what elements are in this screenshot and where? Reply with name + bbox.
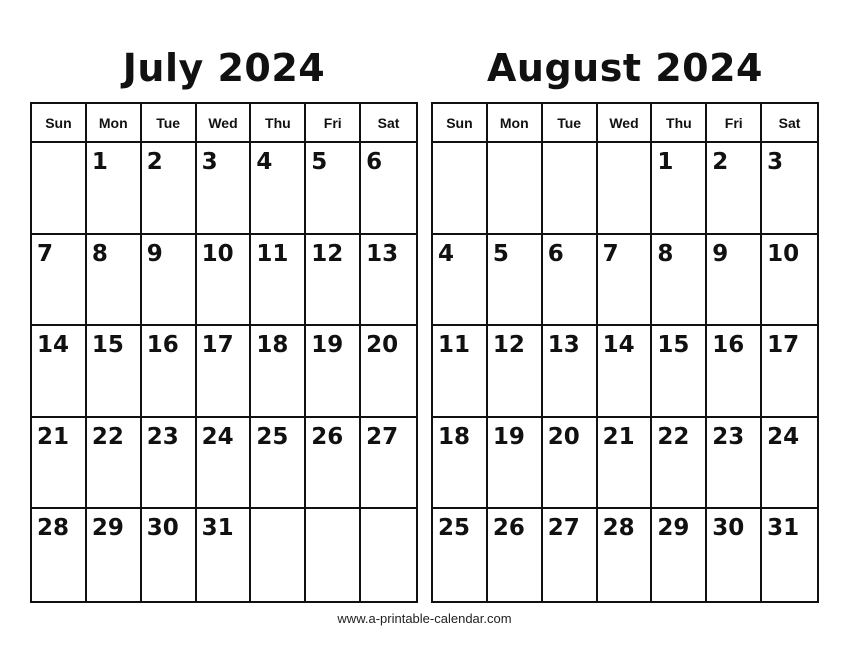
day-cell — [32, 143, 87, 235]
day-cell — [433, 509, 488, 601]
day-cell — [598, 143, 653, 235]
day-number: 24 — [201, 423, 234, 450]
day-cell — [433, 235, 488, 327]
day-number: 13 — [366, 240, 399, 267]
day-cell — [543, 509, 598, 601]
day-cell — [707, 509, 762, 601]
day-number: 13 — [547, 332, 580, 359]
day-cell — [762, 235, 817, 327]
day-cell — [433, 418, 488, 510]
day-number: 19 — [311, 332, 344, 359]
day-cell — [251, 418, 306, 510]
weekday-header: Wed — [197, 104, 252, 143]
day-cell — [87, 418, 142, 510]
day-number: 20 — [547, 423, 580, 450]
day-cell — [306, 326, 361, 418]
day-cell — [361, 418, 416, 510]
day-cell — [598, 418, 653, 510]
day-number: 30 — [712, 515, 745, 542]
day-number: 7 — [602, 240, 619, 267]
day-number: 22 — [657, 423, 690, 450]
day-cell — [197, 509, 252, 601]
day-cell — [543, 235, 598, 327]
day-cell — [361, 509, 416, 601]
month-title: July 2024 — [122, 46, 326, 90]
day-cell — [306, 509, 361, 601]
day-cell — [433, 143, 488, 235]
day-cell — [361, 326, 416, 418]
day-number: 31 — [767, 515, 800, 542]
day-number: 29 — [657, 515, 690, 542]
day-number: 29 — [91, 515, 124, 542]
day-number: 23 — [712, 423, 745, 450]
day-number: 2 — [146, 149, 163, 175]
day-cell — [488, 143, 543, 235]
day-number: 16 — [146, 332, 179, 359]
day-cell — [32, 235, 87, 327]
day-cell — [197, 418, 252, 510]
day-number: 16 — [712, 332, 745, 359]
day-number: 15 — [91, 332, 124, 359]
day-number: 11 — [256, 240, 289, 267]
day-number: 6 — [366, 149, 383, 175]
day-number: 10 — [767, 240, 800, 267]
day-number: 8 — [91, 240, 108, 267]
day-cell — [251, 235, 306, 327]
day-number: 4 — [438, 240, 455, 267]
day-number: 23 — [146, 423, 179, 450]
day-cell — [142, 418, 197, 510]
day-cell — [197, 143, 252, 235]
day-number: 11 — [438, 332, 471, 359]
day-number: 4 — [256, 149, 273, 175]
day-number: 9 — [712, 240, 729, 267]
day-cell — [87, 143, 142, 235]
day-cell — [652, 326, 707, 418]
day-number: 24 — [767, 423, 800, 450]
day-cell — [361, 143, 416, 235]
day-cell — [306, 143, 361, 235]
day-cell — [32, 509, 87, 601]
day-number: 25 — [256, 423, 289, 450]
day-number: 10 — [201, 240, 234, 267]
day-number: 31 — [201, 515, 234, 542]
calendar-grid — [431, 102, 819, 603]
weekday-header: Thu — [652, 104, 707, 143]
day-number: 19 — [492, 423, 525, 450]
day-cell — [488, 326, 543, 418]
day-cell — [598, 235, 653, 327]
day-number: 27 — [547, 515, 580, 542]
day-number: 18 — [438, 423, 471, 450]
day-cell — [707, 326, 762, 418]
day-number: 14 — [37, 332, 70, 359]
day-cell — [762, 418, 817, 510]
day-cell — [142, 326, 197, 418]
day-number: 1 — [657, 149, 674, 175]
weekday-header: Thu — [251, 104, 306, 143]
day-number: 26 — [311, 423, 344, 450]
day-cell — [707, 143, 762, 235]
day-number: 1 — [91, 149, 108, 175]
day-cell — [652, 418, 707, 510]
day-cell — [32, 326, 87, 418]
day-number: 3 — [201, 149, 218, 175]
day-number: 28 — [37, 515, 70, 542]
day-number: 21 — [37, 423, 70, 450]
day-cell — [251, 326, 306, 418]
day-number: 20 — [366, 332, 399, 359]
day-number: 12 — [311, 240, 344, 267]
day-cell — [543, 143, 598, 235]
day-cell — [197, 235, 252, 327]
weekday-header: Sat — [361, 104, 416, 143]
day-cell — [433, 326, 488, 418]
day-cell — [762, 509, 817, 601]
day-cell — [543, 326, 598, 418]
calendar-grid — [30, 102, 418, 603]
day-cell — [762, 326, 817, 418]
weekday-header: Tue — [543, 104, 598, 143]
day-cell — [87, 509, 142, 601]
day-number: 7 — [37, 240, 54, 267]
day-cell — [251, 509, 306, 601]
day-number: 5 — [492, 240, 509, 267]
day-number: 6 — [547, 240, 564, 267]
day-number: 28 — [602, 515, 635, 542]
day-cell — [652, 509, 707, 601]
day-cell — [142, 509, 197, 601]
day-cell — [543, 418, 598, 510]
day-cell — [197, 326, 252, 418]
day-number: 21 — [602, 423, 635, 450]
day-cell — [488, 418, 543, 510]
day-cell — [142, 235, 197, 327]
day-number: 12 — [492, 332, 525, 359]
weekday-header: Fri — [707, 104, 762, 143]
day-cell — [707, 235, 762, 327]
day-number: 27 — [366, 423, 399, 450]
day-cell — [142, 143, 197, 235]
day-number: 14 — [602, 332, 635, 359]
day-number: 18 — [256, 332, 289, 359]
day-cell — [361, 235, 416, 327]
day-cell — [762, 143, 817, 235]
day-number: 2 — [712, 149, 729, 175]
day-cell — [652, 235, 707, 327]
day-number: 30 — [146, 515, 179, 542]
day-cell — [251, 143, 306, 235]
website-footer: www.a-printable-calendar.com — [337, 611, 512, 626]
weekday-header: Sun — [433, 104, 488, 143]
day-number: 15 — [657, 332, 690, 359]
day-number: 9 — [146, 240, 163, 267]
day-number: 22 — [91, 423, 124, 450]
day-cell — [87, 326, 142, 418]
day-cell — [306, 418, 361, 510]
day-cell — [306, 235, 361, 327]
day-cell — [87, 235, 142, 327]
weekday-header: Wed — [598, 104, 653, 143]
weekday-header: Sat — [762, 104, 817, 143]
day-cell — [652, 143, 707, 235]
day-cell — [488, 235, 543, 327]
day-number: 26 — [492, 515, 525, 542]
weekday-header: Tue — [142, 104, 197, 143]
day-number: 17 — [201, 332, 234, 359]
weekday-header: Mon — [488, 104, 543, 143]
day-cell — [488, 509, 543, 601]
day-cell — [707, 418, 762, 510]
day-cell — [32, 418, 87, 510]
day-cell — [598, 326, 653, 418]
day-number: 5 — [311, 149, 328, 175]
day-number: 17 — [767, 332, 800, 359]
weekday-header: Sun — [32, 104, 87, 143]
day-number: 25 — [438, 515, 471, 542]
weekday-header: Mon — [87, 104, 142, 143]
day-cell — [598, 509, 653, 601]
weekday-header: Fri — [306, 104, 361, 143]
day-number: 3 — [767, 149, 784, 175]
day-number: 8 — [657, 240, 674, 267]
month-title: August 2024 — [487, 46, 763, 90]
